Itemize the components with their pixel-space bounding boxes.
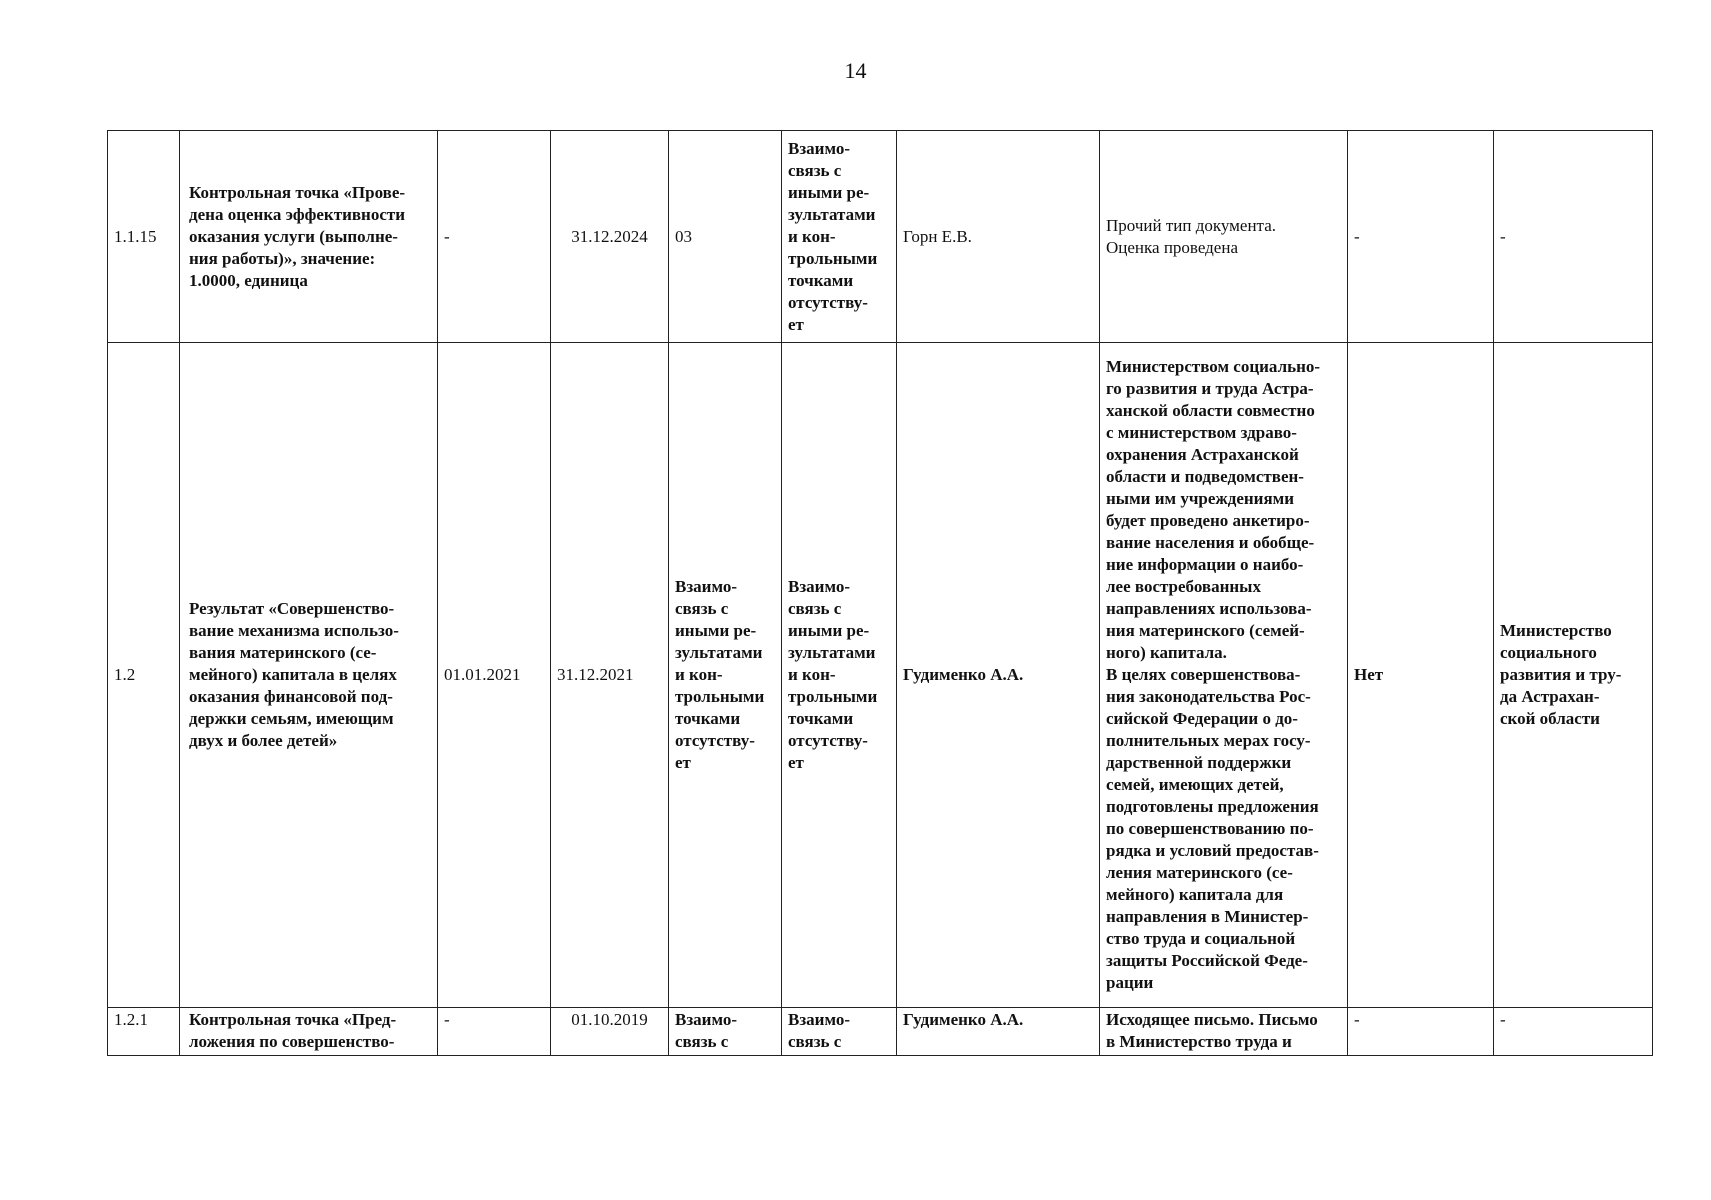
document-type: Прочий тип документа. Оценка проведена (1100, 131, 1348, 343)
start-date: - (438, 131, 551, 343)
row-name: Результат «Совершенство- вание механизма использо- вания материнского (се- мейного) капитала в целях оказания финансовой под- держки семьям, имеющим двух и более детей» (180, 343, 438, 1008)
successors: Взаимо- связь с иными ре- зультатами и кон- трольными точками отсутству- ет (782, 131, 897, 343)
document-type: Министерством социально- го развития и труда Астра- ханской области совместно с министерством здраво- охранения Астраханской области и подведомствен- ными им учреждениями будет проведено анкетиро- вание населения и обобще- ние информации о наибо- лее востребованных направлениях использова- ния материнского (семей- ного) капитала. В целях совершенствова- ния законодательства Рос- сийской Федерации о до- полнительных мерах госу- дарственной поддержки семей, имеющих детей, подготовлены предложения по совершенствованию по- рядка и условий предостав- ления материнского (се- мейного) капитала для направления в Министер- ство труда и социальной защиты Российской Феде- рации (1100, 343, 1348, 1008)
info-system: - (1348, 131, 1494, 343)
successors: Взаимо- связь с иными ре- зультатами и кон- трольными точками отсутству- ет (782, 343, 897, 1008)
responsible-person: Гудименко А.А. (897, 1008, 1100, 1056)
table-row (108, 343, 1653, 1008)
end-date: 31.12.2021 (551, 343, 669, 1008)
row-name: Контрольная точка «Пред- ложения по совершенство- (180, 1008, 438, 1056)
info-system: Нет (1348, 343, 1494, 1008)
info-system: - (1348, 1008, 1494, 1056)
end-date: 01.10.2019 (551, 1008, 669, 1056)
successors: Взаимо- связь с (782, 1008, 897, 1056)
end-date: 31.12.2024 (551, 131, 669, 343)
table-row (108, 131, 1653, 343)
responsible-person: Горн Е.В. (897, 131, 1100, 343)
table-row (108, 1008, 1653, 1056)
predecessors: 03 (669, 131, 782, 343)
row-number: 1.2 (108, 343, 180, 1008)
predecessors: Взаимо- связь с иными ре- зультатами и кон- трольными точками отсутству- ет (669, 343, 782, 1008)
row-name: Контрольная точка «Прове- дена оценка эффективности оказания услуги (выполне- ния работы)», значение: 1.0000, единица (180, 131, 438, 343)
row-number: 1.2.1 (108, 1008, 180, 1056)
executing-body: - (1494, 1008, 1653, 1056)
executing-body: Министерство социального развития и тру- да Астрахан- ской области (1494, 343, 1653, 1008)
start-date: 01.01.2021 (438, 343, 551, 1008)
document-type: Исходящее письмо. Письмо в Министерство труда и (1100, 1008, 1348, 1056)
page-number: 14 (844, 58, 867, 83)
start-date: - (438, 1008, 551, 1056)
responsible-person: Гудименко А.А. (897, 343, 1100, 1008)
predecessors: Взаимо- связь с (669, 1008, 782, 1056)
executing-body: - (1494, 131, 1653, 343)
row-number: 1.1.15 (108, 131, 180, 343)
control-points-table (107, 130, 1653, 1056)
